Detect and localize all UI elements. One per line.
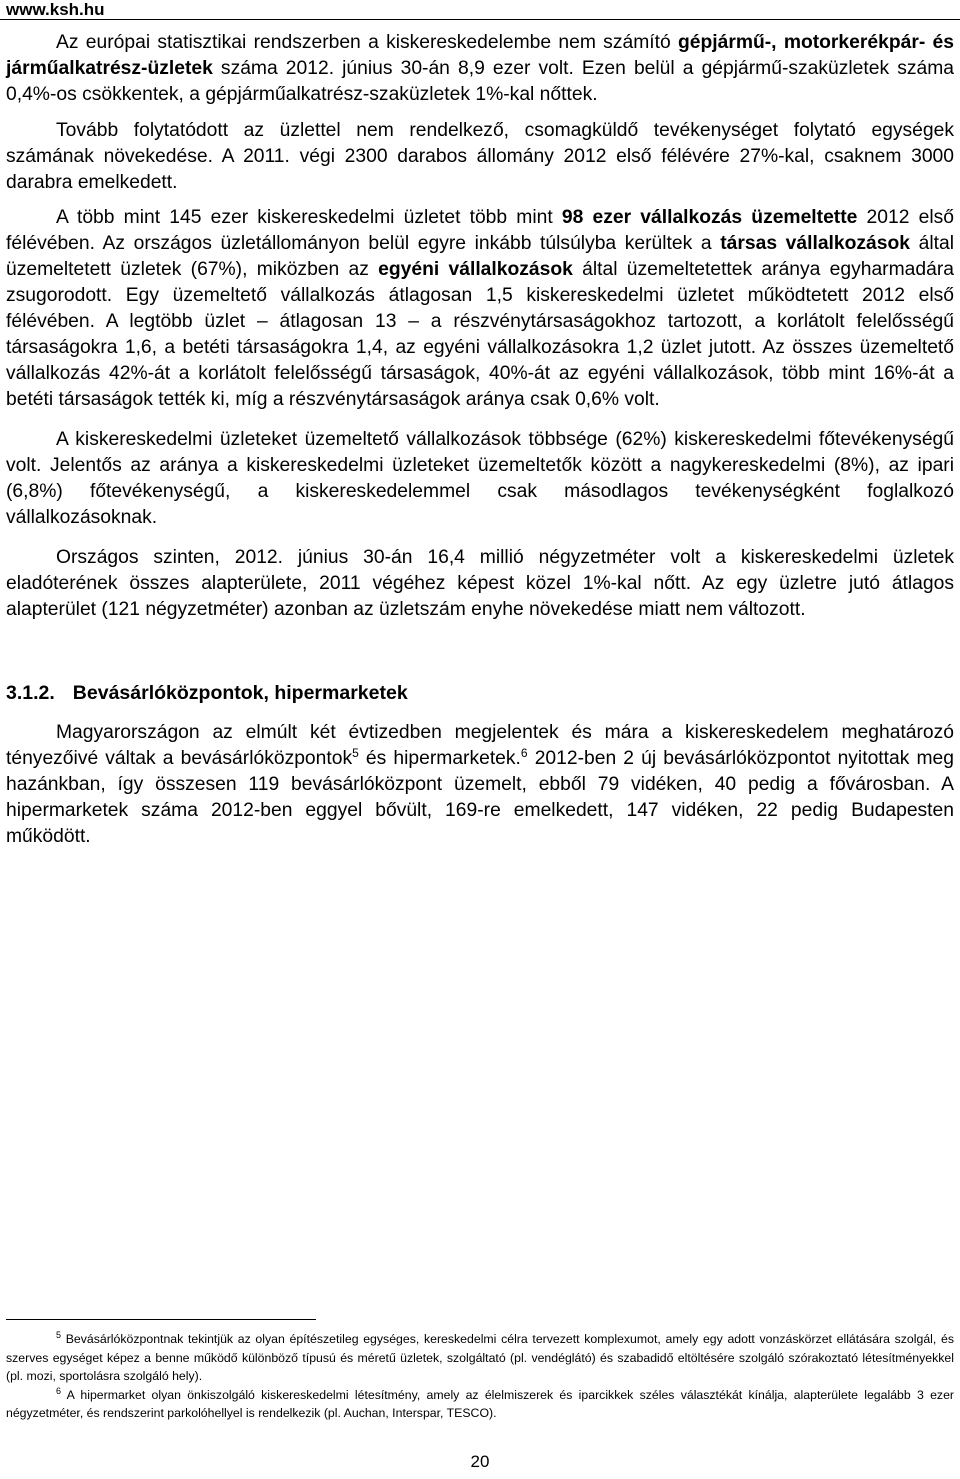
bold-text-run: 98 ezer vállalkozás üzemeltette: [561, 207, 858, 228]
bold-text-run: társas vállalkozások: [720, 233, 910, 254]
paragraph-main-activity: A kiskereskedelmi üzleteket üzemeltető vállalkozások többsége (62%) kiskereskedelmi főtevékenységű volt. Jelentős az aránya a kiskereskedelmi üzleteket üzemeltetők között a nagykereskedelmi (8%), az ipari (6,8%) főtevékenységű, a kiskereskedelemmel csak másodlagos tevékenységként foglalkozó vállalkozásoknak.: [6, 429, 954, 528]
footnote-text: A hipermarket olyan önkiszolgáló kiskereskedelmi létesítmény, amely az élelmiszerek és iparcikkek széles választékát kínálja, alapterülete legalább 3 ezer négyzetméter, és rendszerint parkolóhellyel is rendelkezik (pl. Auchan, Interspar, TESCO).: [6, 1387, 954, 1420]
footnote-6: [6, 1386, 954, 1423]
footnote-ref-6[interactable]: 6: [520, 746, 528, 760]
bold-text-run: egyéni vállalkozások: [378, 259, 573, 280]
header-rule: [0, 19, 960, 20]
main-content: [6, 30, 954, 850]
text-run: 2012-ben 2 új bevásárlóközpontot nyitottak meg hazánkban, így összesen 119 bevásárlóközpont üzemelt, ebből 79 vidéken, 40 pedig a fővárosban. A hipermarketek száma 2012-ben eggyel bővült, 169-re emelkedett, 147 vidéken, 22 pedig Budapesten működött.: [6, 748, 954, 847]
footnote-separator: [6, 1319, 316, 1320]
section-number: 3.1.2.: [6, 682, 55, 704]
text-run: A több mint 145 ezer kiskereskedelmi üzletet több mint: [56, 207, 562, 228]
text-run: Az európai statisztikai rendszerben a kiskereskedelembe nem számító: [56, 32, 678, 53]
text-run: száma 2012. június 30-án 8,9 ezer volt. Ezen belül a gépjármű-szaküzletek száma 0,4%-os csökkentek, a gépjárműalkatrész-szaküzletek 1%-kal nőttek.: [6, 58, 954, 105]
page-number: 20: [470, 1452, 490, 1471]
footnote-text: Bevásárlóközpontnak tekintjük az olyan építészetileg egységes, kereskedelmi célra tervezett komplexumot, amely egy adott vonzáskörzet ellátására szolgál, és szerves egységet képez a benne működő különböző típusú és méretű üzletek, szolgáltató (pl. vendéglátó) és szabadidő eltöltésére szolgáló szórakoztató létesítményekkel (pl. mozi, sportolásra szolgáló hely).: [6, 1332, 954, 1383]
paragraph-vehicle-shops: [6, 30, 954, 108]
text-run: és hipermarketek.: [358, 748, 521, 769]
text-run: által üzemeltetettek aránya egyharmadára zsugorodott. Egy üzemeltető vállalkozás átlagosan 1,5 kiskereskedelmi üzletet működtetett 2012 első félévében. A legtöbb üzlet – átlagosan 13 – a részvénytársaságokhoz tartozott, a korlátolt felelősségű társaságokra 1,6, a betéti társaságokra 1,4, az egyéni vállalkozásokra 1,2 üzlet jutott. Az összes üzemeltető vállalkozás 42%-át a korlátolt felelősségű társaságok, 40%-át az egyéni vállalkozások, több mint 16%-át a betéti társaságok tették ki, míg a részvénytársaságok aránya csak 0,6% volt.: [6, 259, 954, 410]
footnote-5: [6, 1330, 954, 1386]
bold-text-run: gépjármű-, motorkerékpár- és járműalkatrész-üzletek: [6, 32, 954, 79]
footnote-ref-5[interactable]: 5: [352, 746, 359, 760]
site-url[interactable]: www.ksh.hu: [6, 0, 105, 19]
section-title: Bevásárlóközpontok, hipermarketek: [72, 682, 408, 704]
footnotes: [6, 1330, 954, 1423]
text-run: 2012 első félévében. Az országos üzletállományon belül egyre inkább túlsúlyba kerültek a: [6, 207, 954, 254]
footnote-mark: 5: [56, 1330, 62, 1340]
paragraph-shopping-centers: [6, 720, 954, 850]
paragraph-floor-area: Országos szinten, 2012. június 30-án 16,4 millió négyzetméter volt a kiskereskedelmi üzletek eladóterének összes alapterülete, 2011 végéhez képest közel 1%-kal nőtt. Az egy üzletre jutó átlagos alapterület (121 négyzetméter) azonban az üzletszám enyhe növekedése miatt nem változott.: [6, 547, 954, 620]
text-run: Magyarországon az elmúlt két évtizedben megjelentek és mára a kiskereskedelem meghatározó tényezőivé váltak a bevásárlóközpontok: [6, 722, 954, 769]
text-run: által üzemeltetett üzletek (67%), miközben az: [6, 233, 954, 280]
paragraph-mail-order: Tovább folytatódott az üzlettel nem rendelkező, csomagküldő tevékenységet folytató egységek számának növekedése. A 2011. végi 2300 darabos állomány 2012 első félévére 27%-kal, csaknem 3000 darabra emelkedett.: [6, 120, 954, 193]
paragraph-operators: [6, 205, 954, 413]
footnote-mark: 6: [56, 1385, 62, 1396]
section-heading: [6, 680, 954, 706]
